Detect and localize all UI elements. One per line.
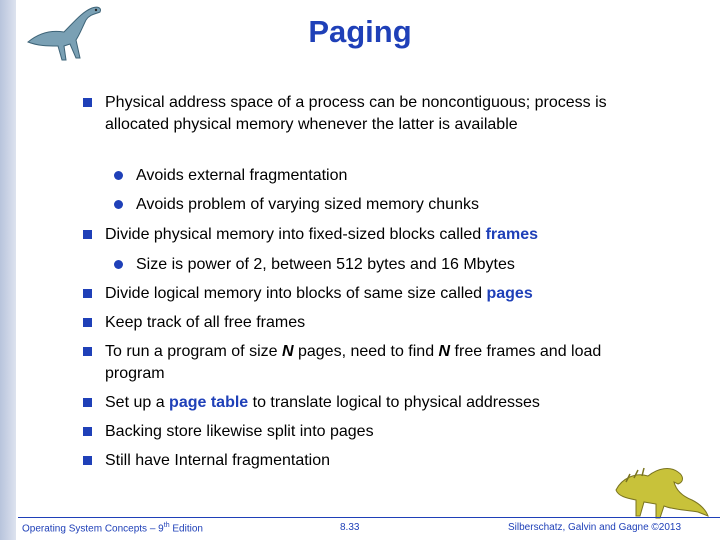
var-n-1: N [281, 343, 294, 360]
square-bullet-icon [83, 456, 92, 465]
bullet-free-frames: Keep track of all free frames [105, 314, 306, 331]
footer-rule [18, 517, 720, 518]
round-bullet-icon [114, 260, 123, 269]
term-page-table: page table [169, 394, 249, 411]
square-bullet-icon [83, 230, 92, 239]
bullet-physical-address: Physical address space of a process can be noncontiguous; process is allocated physical memory whenever the latter is available [105, 94, 607, 133]
bullet-pages [105, 283, 625, 305]
sub-bullet-varying-chunks: Avoids problem of varying sized memory chunks [136, 196, 479, 213]
slide-title: Paging [308, 14, 412, 49]
run-program-text-1: To run a program of size [105, 343, 282, 360]
bullet-backing-store: Backing store likewise split into pages [105, 423, 374, 440]
sub-bullet-size-power-of-2: Size is power of 2, between 512 bytes and 16 Mbytes [136, 256, 515, 273]
square-bullet-icon [83, 427, 92, 436]
bullet-frames-text: Divide physical memory into fixed-sized blocks called [105, 226, 486, 243]
bullet-internal-fragmentation: Still have Internal fragmentation [105, 452, 331, 469]
page-table-text-1: Set up a [105, 394, 170, 411]
bullet-page-table [105, 392, 625, 414]
term-frames: frames [485, 226, 539, 243]
footer-book-title [22, 522, 203, 534]
run-program-text-3: free frames and load program [105, 343, 602, 382]
square-bullet-icon [83, 289, 92, 298]
bullet-run-program [105, 341, 625, 385]
square-bullet-icon [83, 398, 92, 407]
footer-authors: Silberschatz, Galvin and Gagne ©2013 [508, 522, 682, 533]
round-bullet-icon [114, 171, 123, 180]
run-program-text-2: pages, need to find [293, 343, 439, 360]
footer-book-title-text: Operating System Concepts – 9 [22, 523, 164, 535]
footer-edition-sup: th [163, 522, 170, 529]
round-bullet-icon [114, 200, 123, 209]
sub-bullet-external-fragmentation: Avoids external fragmentation [136, 167, 348, 184]
footer-edition-text: Edition [169, 523, 203, 535]
bullet-frames [105, 224, 625, 246]
dinosaur-icon [612, 460, 712, 520]
square-bullet-icon [83, 347, 92, 356]
page-table-text-2: to translate logical to physical addresses [248, 394, 540, 411]
term-pages: pages [486, 285, 533, 302]
bullet-pages-text: Divide logical memory into blocks of same size called [105, 285, 487, 302]
var-n-2: N [438, 343, 451, 360]
square-bullet-icon [83, 318, 92, 327]
square-bullet-icon [83, 98, 92, 107]
footer-page-number: 8.33 [340, 522, 360, 533]
